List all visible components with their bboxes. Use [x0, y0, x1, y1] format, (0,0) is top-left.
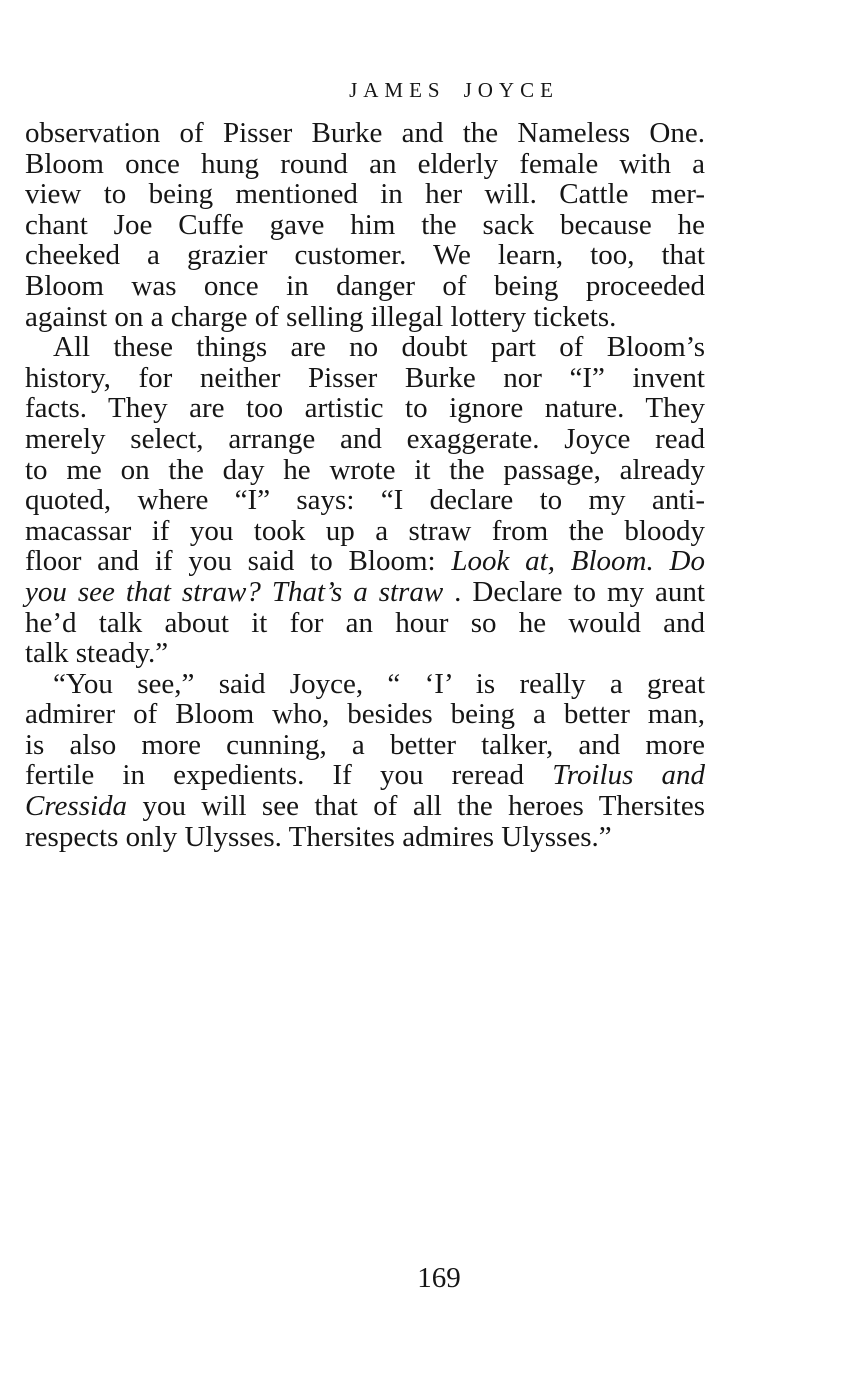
text-line: cheeked a grazier customer. We learn, too, that — [25, 239, 705, 272]
page-number: 169 — [417, 1262, 461, 1294]
text-line: admirer of Bloom who, besides being a better man, — [25, 698, 705, 731]
text-line: talk steady.” — [25, 637, 169, 670]
text-line — [25, 577, 705, 608]
text-line: merely select, arrange and exaggerate. Joyce read — [25, 422, 705, 455]
text-line: macassar if you took up a straw from the bloody — [25, 514, 705, 547]
text-roman: floor and if you said to Bloom: — [25, 545, 452, 578]
text-line: he’d talk about it for an hour so he would and — [25, 606, 705, 639]
text-line — [25, 791, 705, 822]
text-line: Bloom was once in danger of being proceeded — [25, 269, 705, 302]
text-line: All these things are no doubt part of Bloom’s — [53, 331, 705, 364]
running-head-author-last: JOYCE — [463, 78, 559, 102]
text-roman: you will see that of all the heroes Thersites — [127, 790, 705, 823]
text-line — [25, 546, 705, 577]
text-line: observation of Pisser Burke and the Nameless One. — [25, 117, 705, 149]
paragraph-1 — [25, 118, 705, 332]
paragraph-2 — [25, 332, 705, 669]
running-head-author-first: JAMES — [349, 78, 446, 102]
text-roman: fertile in expedients. If you reread — [25, 759, 553, 792]
text-italic: Cressida — [25, 790, 128, 823]
text-line: view to being mentioned in her will. Cattle mer- — [25, 178, 705, 211]
text-roman: . Declare to my aunt — [443, 575, 705, 608]
text-line: respects only Ulysses. Thersites admires Ulysses.” — [25, 820, 612, 853]
text-line: quoted, where “I” says: “I declare to my anti- — [25, 484, 705, 517]
running-head — [0, 78, 868, 103]
body-text — [25, 118, 705, 852]
text-line — [25, 760, 705, 791]
text-line: “You see,” said Joyce, “ ‘I’ is really a great — [53, 667, 705, 700]
text-line: against on a charge of selling illegal lottery tickets. — [25, 300, 617, 333]
text-italic: Troilus and — [552, 759, 706, 792]
text-italic: Look at, Bloom. Do — [451, 545, 705, 578]
text-line: history, for neither Pisser Burke nor “I” invent — [25, 361, 705, 394]
text-line: to me on the day he wrote it the passage, already — [25, 453, 705, 486]
text-line: chant Joe Cuffe gave him the sack because he — [25, 208, 705, 241]
text-line: Bloom once hung round an elderly female with a — [25, 147, 705, 180]
text-italic: you see that straw? That’s a straw — [25, 575, 444, 608]
text-line: facts. They are too artistic to ignore nature. They — [25, 392, 705, 425]
text-line: is also more cunning, a better talker, and more — [25, 728, 705, 761]
paragraph-3 — [25, 669, 705, 853]
